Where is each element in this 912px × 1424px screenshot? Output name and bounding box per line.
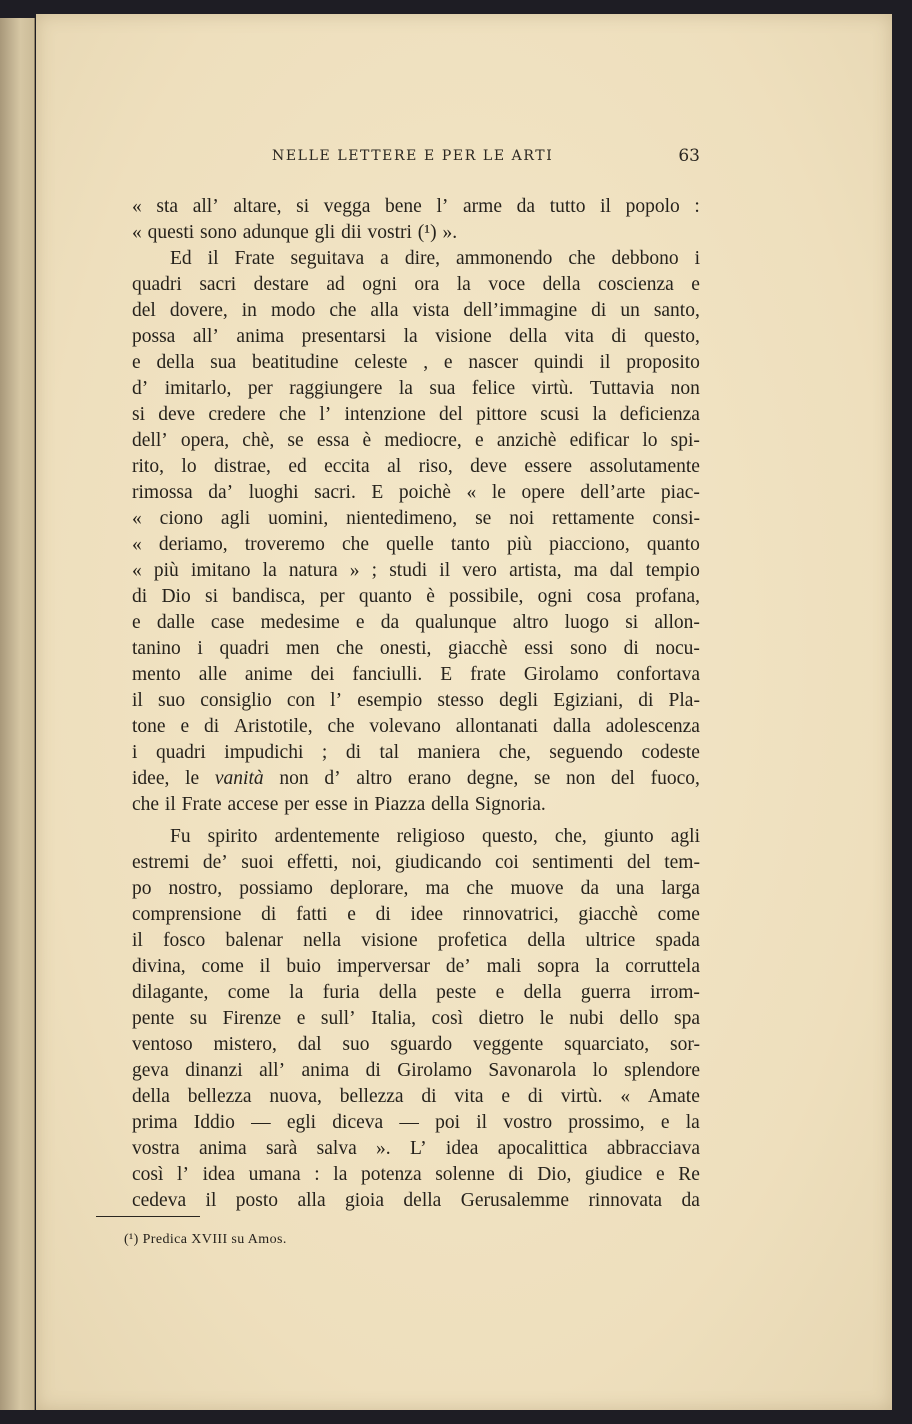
text-line: ventoso mistero, dal suo sguardo veggente squarciato, sor- xyxy=(132,1034,700,1055)
page-number: 63 xyxy=(678,146,700,166)
page-header xyxy=(36,146,892,170)
text-line: così l’ idea umana : la potenza solenne di Dio, giudice e Re xyxy=(132,1164,700,1185)
text-line: « deriamo, troveremo che quelle tanto più piacciono, quanto xyxy=(132,534,700,555)
text-line: il fosco balenar nella visione profetica della ultrice spada xyxy=(132,930,700,951)
text-line: idee, le vanità non d’ altro erano degne, se non del fuoco, xyxy=(132,768,700,789)
body-text xyxy=(132,194,700,1214)
text-line: cedeva il posto alla gioia della Gerusalemme rinnovata da xyxy=(132,1190,700,1211)
text-line: della bellezza nuova, bellezza di vita e di virtù. « Amate xyxy=(132,1086,700,1107)
footnote: (¹) Predica XVIII su Amos. xyxy=(124,1232,287,1247)
text-line: « questi sono adunque gli dii vostri (¹) ». xyxy=(132,222,458,243)
text-line: che il Frate accese per esse in Piazza della Signoria. xyxy=(132,794,546,815)
text-line: del dovere, in modo che alla vista dell’immagine di un santo, xyxy=(132,300,700,321)
text-line: prima Iddio — egli diceva — poi il vostro prossimo, e la xyxy=(132,1112,700,1133)
text-line: il suo consiglio con l’ esempio stesso degli Egiziani, di Pla- xyxy=(132,690,700,711)
running-title: NELLE LETTERE E PER LE ARTI xyxy=(272,148,554,164)
text-line: si deve credere che l’ intenzione del pittore scusi la deficienza xyxy=(132,404,700,425)
text-line: comprensione di fatti e di idee rinnovatrici, giacchè come xyxy=(132,904,700,925)
text-line: dilagante, come la furia della peste e della guerra irrom- xyxy=(132,982,700,1003)
text-line: pente su Firenze e sull’ Italia, così dietro le nubi dello spa xyxy=(132,1008,700,1029)
text-line: « ciono agli uomini, nientedimeno, se noi rettamente consi- xyxy=(132,508,700,529)
text-line: tanino i quadri men che onesti, giacchè essi sono di nocu- xyxy=(132,638,700,659)
previous-page-edge xyxy=(0,18,35,1410)
book-page xyxy=(36,14,892,1410)
text-line: mento alle anime dei fanciulli. E frate Girolamo confortava xyxy=(132,664,700,685)
text-line: Fu spirito ardentemente religioso questo, che, giunto agli xyxy=(170,826,700,847)
text-line: d’ imitarlo, per raggiungere la sua felice virtù. Tuttavia non xyxy=(132,378,700,399)
text-line: dell’ opera, chè, se essa è mediocre, e anzichè edificar lo spi- xyxy=(132,430,700,451)
text-line: possa all’ anima presentarsi la visione della vita di questo, xyxy=(132,326,700,347)
paragraph xyxy=(132,246,700,818)
text-line: rito, lo distrae, ed eccita al riso, deve essere assolutamente xyxy=(132,456,700,477)
text-line: « più imitano la natura » ; studi il vero artista, ma dal tempio xyxy=(132,560,700,581)
text-line: i quadri impudichi ; di tal maniera che, seguendo codeste xyxy=(132,742,700,763)
text-line: po nostro, possiamo deplorare, ma che muove da una larga xyxy=(132,878,700,899)
paragraph xyxy=(132,194,700,246)
text-line: tone e di Aristotile, che volevano allontanati dalla adolescenza xyxy=(132,716,700,737)
text-line: di Dio si bandisca, per quanto è possibile, ogni cosa profana, xyxy=(132,586,700,607)
paragraph xyxy=(132,824,700,1214)
text-line: quadri sacri destare ad ogni ora la voce della coscienza e xyxy=(132,274,700,295)
footnote-rule xyxy=(96,1216,200,1217)
text-line: rimossa da’ luoghi sacri. E poichè « le opere dell’arte piac- xyxy=(132,482,700,503)
text-line: vostra anima sarà salva ». L’ idea apocalittica abbracciava xyxy=(132,1138,700,1159)
text-line: e della sua beatitudine celeste , e nascer quindi il proposito xyxy=(132,352,700,373)
text-line: e dalle case medesime e da qualunque altro luogo si allon- xyxy=(132,612,700,633)
text-line: Ed il Frate seguitava a dire, ammonendo che debbono i xyxy=(170,248,700,269)
text-line: estremi de’ suoi effetti, noi, giudicando coi sentimenti del tem- xyxy=(132,852,700,873)
text-line: « sta all’ altare, si vegga bene l’ arme da tutto il popolo : xyxy=(132,196,700,217)
text-line: divina, come il buio imperversar de’ mali sopra la corruttela xyxy=(132,956,700,977)
text-line: geva dinanzi all’ anima di Girolamo Savonarola lo splendore xyxy=(132,1060,700,1081)
